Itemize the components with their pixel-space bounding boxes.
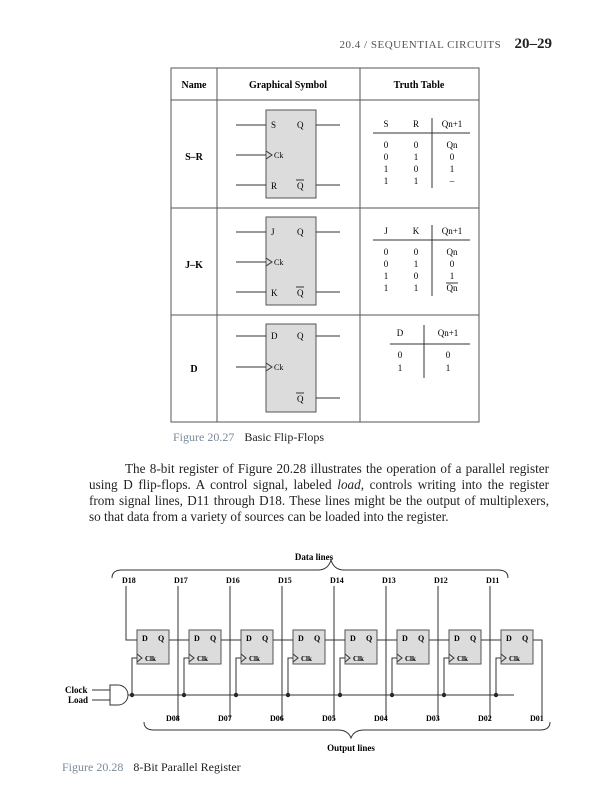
tt-cell: 1 [397, 363, 403, 373]
pin-qbar: Q [297, 181, 304, 191]
ff-q-label: Q [158, 634, 165, 643]
header-section: 20.4 / SEQUENTIAL CIRCUITS [339, 39, 502, 51]
tt-h: K [412, 226, 420, 236]
tt-h: D [396, 328, 404, 338]
pin-j: J [271, 227, 275, 237]
col-symbol: Graphical Symbol [248, 80, 328, 91]
tt-cell: 1 [383, 176, 389, 186]
tt-cell: 0 [383, 247, 389, 257]
output-wire [221, 640, 230, 720]
pin-qbar: Q [297, 394, 304, 404]
tt-cell: 1 [445, 363, 451, 373]
figure2-title: 8-Bit Parallel Register [133, 760, 241, 774]
row-sr [185, 110, 470, 198]
para-post: , controls writing into the register from signal lines, D11 through D18. These lines might be the output of multiplexers, so that data from a variety of sources can be loaded into the register. [89, 477, 549, 524]
output-wire [273, 640, 282, 720]
output-label: D05 [322, 714, 336, 723]
ff-d-label: D [142, 634, 148, 643]
row-d [190, 324, 470, 412]
tt-cell: 1 [413, 176, 419, 186]
tt-cell: 0 [445, 350, 451, 360]
figure1-title: Basic Flip-Flops [244, 430, 325, 444]
input-wire [386, 586, 397, 640]
clock-label: Clock [65, 685, 88, 695]
row-jk [185, 217, 470, 305]
ff-clk-label: Clk [405, 655, 416, 663]
clock-wire [236, 658, 241, 695]
ff-q-label: Q [366, 634, 373, 643]
input-label: D15 [278, 576, 292, 585]
page-number: 20–29 [514, 36, 552, 52]
output-wire [481, 640, 490, 720]
output-wire [429, 640, 438, 720]
row-name: S–R [185, 152, 203, 163]
tt-h: S [383, 119, 389, 129]
ff-d-label: D [298, 634, 304, 643]
tt-cell: 0 [397, 350, 403, 360]
clock-wire [132, 658, 137, 695]
pin-q: Q [297, 227, 304, 237]
ff-clk-label: Clk [145, 655, 156, 663]
load-label: Load [68, 695, 89, 705]
input-wire [490, 586, 501, 640]
output-wire [377, 640, 386, 720]
clock-wire [340, 658, 345, 695]
tt-cell: 1 [383, 164, 389, 174]
ff-q-label: Q [522, 634, 529, 643]
tt-cell: 0 [449, 259, 455, 269]
ff-q-label: Q [418, 634, 425, 643]
ff-q-label: Q [210, 634, 217, 643]
tt-cell: 0 [413, 140, 419, 150]
ff-clk-label: Clk [249, 655, 260, 663]
body-paragraph [89, 461, 549, 525]
pin-r: R [271, 181, 278, 191]
pin-k: K [271, 288, 278, 298]
data-lines-label: Data lines [294, 552, 334, 562]
pin-qbar: Q [297, 288, 304, 298]
pin-s: S [271, 120, 277, 130]
tt-h: R [412, 119, 420, 129]
col-truth: Truth Table [393, 80, 445, 91]
input-label: D14 [330, 576, 344, 585]
input-label: D17 [174, 576, 188, 585]
input-wire [334, 586, 345, 640]
ff-q-label: Q [262, 634, 269, 643]
tt-h: Qn+1 [437, 328, 459, 338]
output-label: D02 [478, 714, 492, 723]
tt-cell: 1 [383, 271, 389, 281]
clock-wire [444, 658, 449, 695]
ff-d-label: D [194, 634, 200, 643]
tt-cell: 1 [383, 283, 389, 293]
ff-d-label: D [506, 634, 512, 643]
ff-clk-label: Clk [509, 655, 520, 663]
pin-ck: Ck [274, 258, 284, 267]
input-label: D12 [434, 576, 448, 585]
tt-cell: 1 [413, 152, 419, 162]
tt-h: Qn+1 [441, 119, 463, 129]
tt-cell: 1 [449, 271, 455, 281]
output-wire [169, 640, 178, 720]
output-label: D08 [166, 714, 180, 723]
ff-d-label: D [454, 634, 460, 643]
output-wire [533, 640, 542, 720]
figure-parallel-register [0, 540, 604, 760]
input-wire [438, 586, 449, 640]
tt-cell: 0 [449, 152, 455, 162]
output-label: D03 [426, 714, 440, 723]
tt-cell: 0 [413, 271, 419, 281]
ff-clk-label: Clk [457, 655, 468, 663]
clock-wire [184, 658, 189, 695]
pin-d: D [271, 331, 278, 341]
input-label: D13 [382, 576, 396, 585]
clock-wire [496, 658, 501, 695]
tt-h: Qn+1 [441, 226, 463, 236]
pin-ck: Ck [274, 363, 284, 372]
ff-q-label: Q [470, 634, 477, 643]
tt-cell: 0 [413, 164, 419, 174]
para-em: load [337, 477, 361, 492]
tt-h: J [384, 226, 388, 236]
input-wire [230, 586, 241, 640]
pin-q: Q [297, 120, 304, 130]
tt-cell: 0 [383, 152, 389, 162]
ff-q-label: Q [314, 634, 321, 643]
tt-cell: 0 [383, 259, 389, 269]
output-wire [325, 640, 334, 720]
figure1-label: Figure 20.27 [173, 430, 235, 444]
tt-cell: – [449, 176, 455, 186]
flip-flop-group [122, 576, 544, 723]
ff-clk-label: Clk [197, 655, 208, 663]
output-label: D06 [270, 714, 284, 723]
col-name: Name [181, 80, 207, 91]
tt-cell: Qn [446, 140, 458, 150]
input-wire [178, 586, 189, 640]
tt-cell: 0 [383, 140, 389, 150]
tt-cell: 1 [449, 164, 455, 174]
row-name: D [190, 364, 198, 375]
figure2-label: Figure 20.28 [62, 760, 124, 774]
output-label: D04 [374, 714, 388, 723]
pin-q: Q [297, 331, 304, 341]
ff-d-label: D [402, 634, 408, 643]
input-label: D18 [122, 576, 136, 585]
input-wire [126, 586, 137, 640]
tt-cell: 1 [413, 259, 419, 269]
tt-cell: Qn [446, 247, 458, 257]
ff-d-label: D [246, 634, 252, 643]
output-label: D01 [530, 714, 544, 723]
tt-cell: Qn [446, 283, 458, 293]
para-pre: The 8-bit register of Figure 20.28 illustrates the operation of a parallel register using D flip-flops. A control signal, labeled [89, 461, 549, 492]
and-gate [110, 685, 128, 705]
input-label: D11 [486, 576, 500, 585]
ff-d-label: D [350, 634, 356, 643]
output-lines-label: Output lines [327, 743, 375, 753]
pin-ck: Ck [274, 151, 284, 160]
input-label: D16 [226, 576, 240, 585]
input-wire [282, 586, 293, 640]
clock-wire [288, 658, 293, 695]
row-name: J–K [185, 260, 203, 271]
output-label: D07 [218, 714, 232, 723]
ff-clk-label: Clk [353, 655, 364, 663]
figure2-caption [62, 760, 241, 775]
clock-wire [392, 658, 397, 695]
ff-clk-label: Clk [301, 655, 312, 663]
tt-cell: 0 [413, 247, 419, 257]
tt-cell: 1 [413, 283, 419, 293]
figure1-caption [173, 430, 324, 445]
